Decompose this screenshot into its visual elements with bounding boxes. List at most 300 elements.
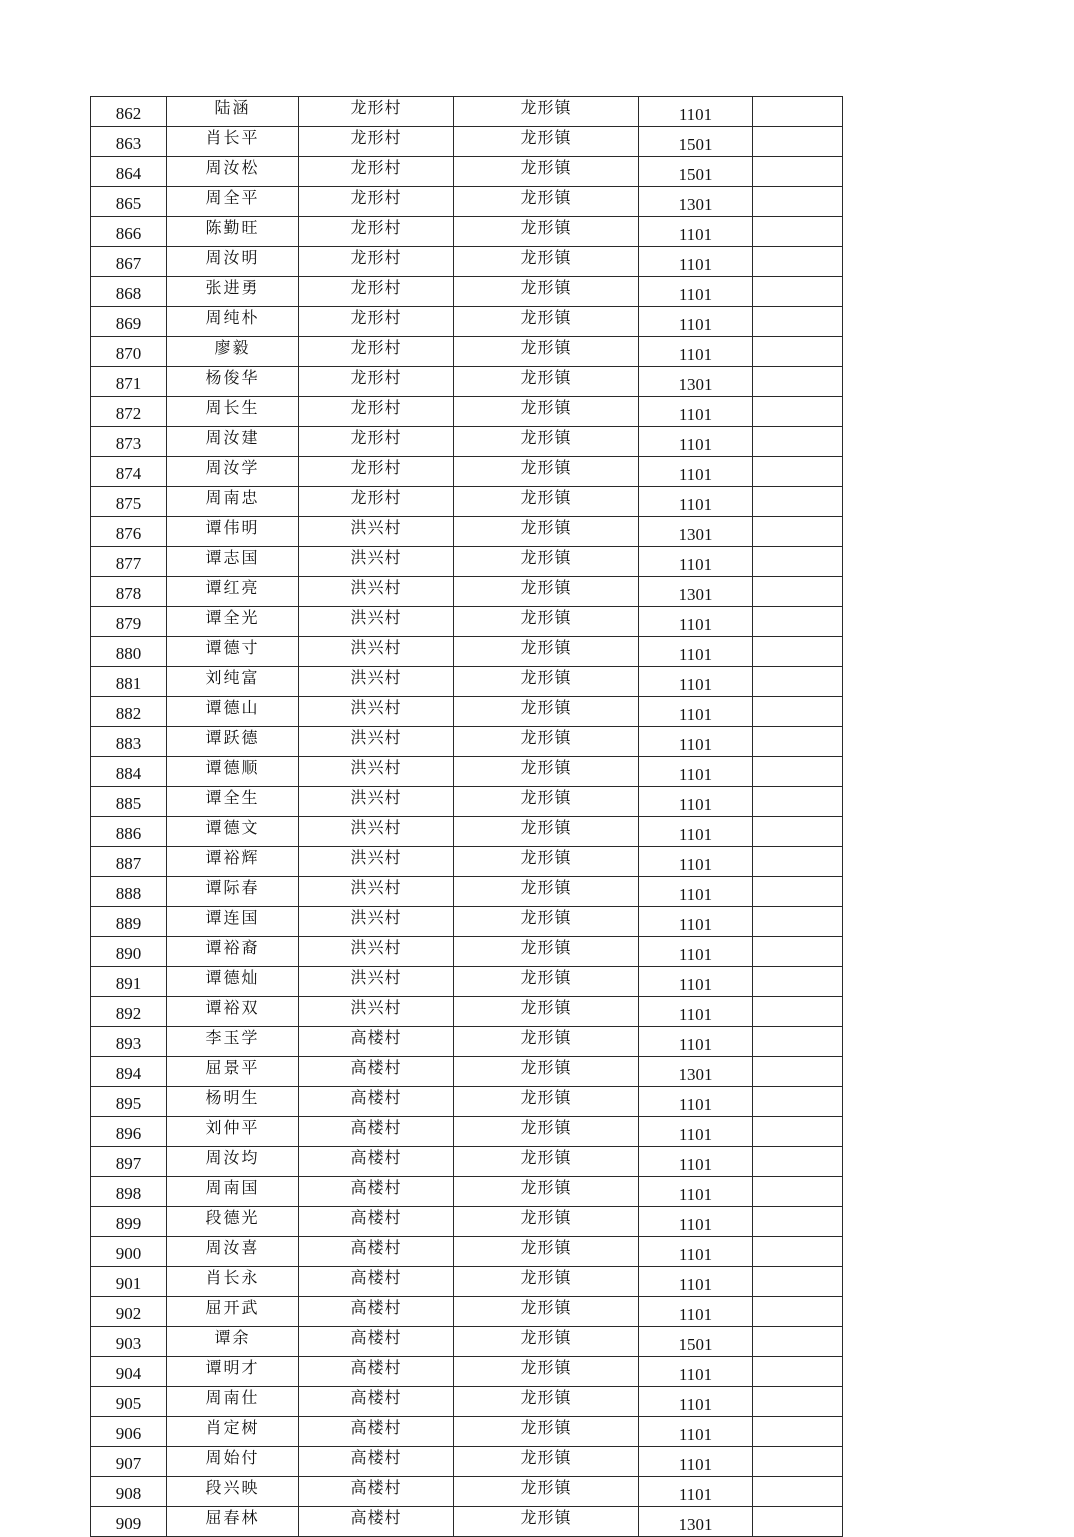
name-cell: 谭伟明 <box>167 517 299 547</box>
note-cell <box>753 1267 843 1297</box>
village-cell: 龙形村 <box>299 397 454 427</box>
table-row <box>91 97 843 127</box>
row-number-cell: 881 <box>91 667 167 697</box>
village-cell: 高楼村 <box>299 1297 454 1327</box>
code-cell: 1301 <box>639 517 753 547</box>
village-cell: 高楼村 <box>299 1327 454 1357</box>
town-cell: 龙形镇 <box>454 337 639 367</box>
name-cell: 谭全生 <box>167 787 299 817</box>
code-cell: 1101 <box>639 667 753 697</box>
code-cell: 1101 <box>639 847 753 877</box>
table-row <box>91 967 843 997</box>
town-cell: 龙形镇 <box>454 1087 639 1117</box>
note-cell <box>753 457 843 487</box>
name-cell: 李玉学 <box>167 1027 299 1057</box>
note-cell <box>753 877 843 907</box>
table-row <box>91 247 843 277</box>
table-row <box>91 1057 843 1087</box>
town-cell: 龙形镇 <box>454 1177 639 1207</box>
village-cell: 洪兴村 <box>299 637 454 667</box>
row-number-cell: 880 <box>91 637 167 667</box>
table-row <box>91 547 843 577</box>
row-number-cell: 862 <box>91 97 167 127</box>
village-cell: 洪兴村 <box>299 757 454 787</box>
table-row <box>91 787 843 817</box>
name-cell: 谭全光 <box>167 607 299 637</box>
table-row <box>91 337 843 367</box>
code-cell: 1101 <box>639 457 753 487</box>
code-cell: 1301 <box>639 367 753 397</box>
row-number-cell: 867 <box>91 247 167 277</box>
note-cell <box>753 577 843 607</box>
table-row <box>91 307 843 337</box>
village-cell: 高楼村 <box>299 1477 454 1507</box>
name-cell: 肖定树 <box>167 1417 299 1447</box>
row-number-cell: 890 <box>91 937 167 967</box>
town-cell: 龙形镇 <box>454 277 639 307</box>
code-cell: 1101 <box>639 607 753 637</box>
town-cell: 龙形镇 <box>454 907 639 937</box>
name-cell: 周南忠 <box>167 487 299 517</box>
village-cell: 洪兴村 <box>299 547 454 577</box>
table-row <box>91 607 843 637</box>
row-number-cell: 882 <box>91 697 167 727</box>
village-cell: 龙形村 <box>299 127 454 157</box>
row-number-cell: 871 <box>91 367 167 397</box>
row-number-cell: 897 <box>91 1147 167 1177</box>
code-cell: 1101 <box>639 97 753 127</box>
table-row <box>91 1087 843 1117</box>
note-cell <box>753 937 843 967</box>
name-cell: 刘仲平 <box>167 1117 299 1147</box>
note-cell <box>753 1087 843 1117</box>
note-cell <box>753 817 843 847</box>
note-cell <box>753 307 843 337</box>
town-cell: 龙形镇 <box>454 937 639 967</box>
town-cell: 龙形镇 <box>454 607 639 637</box>
village-cell: 洪兴村 <box>299 877 454 907</box>
table-row <box>91 1357 843 1387</box>
note-cell <box>753 547 843 577</box>
village-cell: 洪兴村 <box>299 907 454 937</box>
note-cell <box>753 127 843 157</box>
code-cell: 1101 <box>639 1447 753 1477</box>
code-cell: 1101 <box>639 487 753 517</box>
row-number-cell: 874 <box>91 457 167 487</box>
town-cell: 龙形镇 <box>454 307 639 337</box>
name-cell: 谭志国 <box>167 547 299 577</box>
code-cell: 1101 <box>639 697 753 727</box>
note-cell <box>753 367 843 397</box>
note-cell <box>753 997 843 1027</box>
town-cell: 龙形镇 <box>454 847 639 877</box>
village-cell: 高楼村 <box>299 1237 454 1267</box>
table-row <box>91 877 843 907</box>
note-cell <box>753 337 843 367</box>
name-cell: 周南仕 <box>167 1387 299 1417</box>
name-cell: 屈春林 <box>167 1507 299 1537</box>
note-cell <box>753 1477 843 1507</box>
town-cell: 龙形镇 <box>454 97 639 127</box>
town-cell: 龙形镇 <box>454 247 639 277</box>
table-row <box>91 937 843 967</box>
note-cell <box>753 1057 843 1087</box>
table-row <box>91 1207 843 1237</box>
row-number-cell: 879 <box>91 607 167 637</box>
note-cell <box>753 1417 843 1447</box>
row-number-cell: 889 <box>91 907 167 937</box>
table-row <box>91 1117 843 1147</box>
row-number-cell: 877 <box>91 547 167 577</box>
row-number-cell: 863 <box>91 127 167 157</box>
code-cell: 1101 <box>639 1237 753 1267</box>
note-cell <box>753 967 843 997</box>
code-cell: 1101 <box>639 997 753 1027</box>
code-cell: 1301 <box>639 187 753 217</box>
note-cell <box>753 277 843 307</box>
town-cell: 龙形镇 <box>454 1387 639 1417</box>
town-cell: 龙形镇 <box>454 427 639 457</box>
table-row <box>91 367 843 397</box>
table-row <box>91 457 843 487</box>
code-cell: 1301 <box>639 1057 753 1087</box>
village-cell: 洪兴村 <box>299 697 454 727</box>
town-cell: 龙形镇 <box>454 1267 639 1297</box>
note-cell <box>753 1327 843 1357</box>
town-cell: 龙形镇 <box>454 817 639 847</box>
code-cell: 1101 <box>639 787 753 817</box>
row-number-cell: 905 <box>91 1387 167 1417</box>
table-row <box>91 487 843 517</box>
note-cell <box>753 1357 843 1387</box>
row-number-cell: 873 <box>91 427 167 457</box>
row-number-cell: 868 <box>91 277 167 307</box>
note-cell <box>753 487 843 517</box>
code-cell: 1101 <box>639 967 753 997</box>
row-number-cell: 898 <box>91 1177 167 1207</box>
village-cell: 龙形村 <box>299 247 454 277</box>
village-cell: 洪兴村 <box>299 817 454 847</box>
town-cell: 龙形镇 <box>454 1447 639 1477</box>
name-cell: 周汝均 <box>167 1147 299 1177</box>
note-cell <box>753 1027 843 1057</box>
name-cell: 谭裕双 <box>167 997 299 1027</box>
note-cell <box>753 247 843 277</box>
table-row <box>91 1177 843 1207</box>
note-cell <box>753 727 843 757</box>
name-cell: 谭德寸 <box>167 637 299 667</box>
name-cell: 屈开武 <box>167 1297 299 1327</box>
table-row <box>91 1027 843 1057</box>
row-number-cell: 894 <box>91 1057 167 1087</box>
code-cell: 1501 <box>639 157 753 187</box>
town-cell: 龙形镇 <box>454 367 639 397</box>
name-cell: 杨明生 <box>167 1087 299 1117</box>
town-cell: 龙形镇 <box>454 1147 639 1177</box>
table-row <box>91 427 843 457</box>
village-cell: 洪兴村 <box>299 517 454 547</box>
table-row <box>91 1447 843 1477</box>
row-number-cell: 866 <box>91 217 167 247</box>
town-cell: 龙形镇 <box>454 787 639 817</box>
code-cell: 1301 <box>639 1507 753 1537</box>
code-cell: 1101 <box>639 1297 753 1327</box>
name-cell: 周汝明 <box>167 247 299 277</box>
table-row <box>91 697 843 727</box>
town-cell: 龙形镇 <box>454 1297 639 1327</box>
town-cell: 龙形镇 <box>454 667 639 697</box>
code-cell: 1101 <box>639 1417 753 1447</box>
name-cell: 廖毅 <box>167 337 299 367</box>
note-cell <box>753 1237 843 1267</box>
table-row <box>91 217 843 247</box>
code-cell: 1101 <box>639 1357 753 1387</box>
table-row <box>91 1297 843 1327</box>
town-cell: 龙形镇 <box>454 1507 639 1537</box>
note-cell <box>753 217 843 247</box>
code-cell: 1101 <box>639 1207 753 1237</box>
row-number-cell: 908 <box>91 1477 167 1507</box>
town-cell: 龙形镇 <box>454 1357 639 1387</box>
village-cell: 高楼村 <box>299 1417 454 1447</box>
name-cell: 谭连国 <box>167 907 299 937</box>
town-cell: 龙形镇 <box>454 1477 639 1507</box>
row-number-cell: 864 <box>91 157 167 187</box>
table-row <box>91 277 843 307</box>
town-cell: 龙形镇 <box>454 397 639 427</box>
roster-table-body <box>91 97 843 1537</box>
note-cell <box>753 697 843 727</box>
note-cell <box>753 667 843 697</box>
note-cell <box>753 757 843 787</box>
row-number-cell: 901 <box>91 1267 167 1297</box>
code-cell: 1101 <box>639 397 753 427</box>
table-row <box>91 997 843 1027</box>
village-cell: 洪兴村 <box>299 667 454 697</box>
town-cell: 龙形镇 <box>454 967 639 997</box>
table-row <box>91 1267 843 1297</box>
village-cell: 龙形村 <box>299 337 454 367</box>
name-cell: 陆涵 <box>167 97 299 127</box>
row-number-cell: 884 <box>91 757 167 787</box>
row-number-cell: 907 <box>91 1447 167 1477</box>
name-cell: 肖长平 <box>167 127 299 157</box>
code-cell: 1101 <box>639 1477 753 1507</box>
row-number-cell: 902 <box>91 1297 167 1327</box>
name-cell: 谭德灿 <box>167 967 299 997</box>
table-row <box>91 847 843 877</box>
town-cell: 龙形镇 <box>454 1207 639 1237</box>
table-row <box>91 757 843 787</box>
town-cell: 龙形镇 <box>454 127 639 157</box>
code-cell: 1101 <box>639 757 753 787</box>
code-cell: 1101 <box>639 817 753 847</box>
village-cell: 高楼村 <box>299 1027 454 1057</box>
row-number-cell: 875 <box>91 487 167 517</box>
row-number-cell: 869 <box>91 307 167 337</box>
town-cell: 龙形镇 <box>454 997 639 1027</box>
table-row <box>91 1327 843 1357</box>
note-cell <box>753 517 843 547</box>
row-number-cell: 895 <box>91 1087 167 1117</box>
note-cell <box>753 157 843 187</box>
table-row <box>91 187 843 217</box>
table-row <box>91 1477 843 1507</box>
note-cell <box>753 1207 843 1237</box>
row-number-cell: 906 <box>91 1417 167 1447</box>
note-cell <box>753 427 843 457</box>
row-number-cell: 903 <box>91 1327 167 1357</box>
village-cell: 洪兴村 <box>299 787 454 817</box>
name-cell: 段兴映 <box>167 1477 299 1507</box>
village-cell: 龙形村 <box>299 97 454 127</box>
name-cell: 谭红亮 <box>167 577 299 607</box>
row-number-cell: 892 <box>91 997 167 1027</box>
name-cell: 周汝建 <box>167 427 299 457</box>
code-cell: 1101 <box>639 427 753 457</box>
row-number-cell: 887 <box>91 847 167 877</box>
village-cell: 高楼村 <box>299 1357 454 1387</box>
town-cell: 龙形镇 <box>454 577 639 607</box>
village-cell: 龙形村 <box>299 427 454 457</box>
note-cell <box>753 1387 843 1417</box>
table-row <box>91 637 843 667</box>
name-cell: 谭余 <box>167 1327 299 1357</box>
town-cell: 龙形镇 <box>454 1417 639 1447</box>
name-cell: 屈景平 <box>167 1057 299 1087</box>
town-cell: 龙形镇 <box>454 637 639 667</box>
code-cell: 1101 <box>639 937 753 967</box>
village-cell: 龙形村 <box>299 217 454 247</box>
note-cell <box>753 637 843 667</box>
name-cell: 周汝学 <box>167 457 299 487</box>
code-cell: 1101 <box>639 277 753 307</box>
town-cell: 龙形镇 <box>454 1057 639 1087</box>
code-cell: 1101 <box>639 217 753 247</box>
table-row <box>91 1387 843 1417</box>
row-number-cell: 885 <box>91 787 167 817</box>
village-cell: 高楼村 <box>299 1447 454 1477</box>
town-cell: 龙形镇 <box>454 1327 639 1357</box>
village-cell: 高楼村 <box>299 1147 454 1177</box>
name-cell: 段德光 <box>167 1207 299 1237</box>
row-number-cell: 904 <box>91 1357 167 1387</box>
village-cell: 龙形村 <box>299 307 454 337</box>
name-cell: 杨俊华 <box>167 367 299 397</box>
town-cell: 龙形镇 <box>454 697 639 727</box>
note-cell <box>753 97 843 127</box>
code-cell: 1101 <box>639 727 753 757</box>
village-cell: 龙形村 <box>299 277 454 307</box>
note-cell <box>753 847 843 877</box>
code-cell: 1101 <box>639 1267 753 1297</box>
row-number-cell: 896 <box>91 1117 167 1147</box>
name-cell: 谭裕裔 <box>167 937 299 967</box>
table-row <box>91 517 843 547</box>
note-cell <box>753 787 843 817</box>
note-cell <box>753 1447 843 1477</box>
village-cell: 洪兴村 <box>299 577 454 607</box>
village-cell: 龙形村 <box>299 187 454 217</box>
town-cell: 龙形镇 <box>454 877 639 907</box>
code-cell: 1101 <box>639 907 753 937</box>
code-cell: 1101 <box>639 877 753 907</box>
note-cell <box>753 1507 843 1537</box>
row-number-cell: 893 <box>91 1027 167 1057</box>
row-number-cell: 900 <box>91 1237 167 1267</box>
town-cell: 龙形镇 <box>454 187 639 217</box>
name-cell: 周汝喜 <box>167 1237 299 1267</box>
name-cell: 谭明才 <box>167 1357 299 1387</box>
table-row <box>91 1507 843 1537</box>
village-cell: 龙形村 <box>299 457 454 487</box>
town-cell: 龙形镇 <box>454 217 639 247</box>
note-cell <box>753 1177 843 1207</box>
town-cell: 龙形镇 <box>454 457 639 487</box>
village-cell: 高楼村 <box>299 1207 454 1237</box>
table-row <box>91 817 843 847</box>
name-cell: 周南国 <box>167 1177 299 1207</box>
row-number-cell: 888 <box>91 877 167 907</box>
note-cell <box>753 1147 843 1177</box>
row-number-cell: 891 <box>91 967 167 997</box>
row-number-cell: 886 <box>91 817 167 847</box>
village-cell: 龙形村 <box>299 157 454 187</box>
note-cell <box>753 1297 843 1327</box>
town-cell: 龙形镇 <box>454 157 639 187</box>
village-cell: 高楼村 <box>299 1267 454 1297</box>
code-cell: 1101 <box>639 1027 753 1057</box>
code-cell: 1101 <box>639 637 753 667</box>
table-row <box>91 157 843 187</box>
row-number-cell: 899 <box>91 1207 167 1237</box>
note-cell <box>753 397 843 427</box>
village-cell: 高楼村 <box>299 1177 454 1207</box>
name-cell: 谭跃德 <box>167 727 299 757</box>
name-cell: 周汝松 <box>167 157 299 187</box>
row-number-cell: 865 <box>91 187 167 217</box>
code-cell: 1101 <box>639 307 753 337</box>
village-cell: 洪兴村 <box>299 937 454 967</box>
village-cell: 洪兴村 <box>299 727 454 757</box>
name-cell: 张进勇 <box>167 277 299 307</box>
village-cell: 高楼村 <box>299 1387 454 1417</box>
town-cell: 龙形镇 <box>454 727 639 757</box>
row-number-cell: 878 <box>91 577 167 607</box>
row-number-cell: 876 <box>91 517 167 547</box>
table-row <box>91 1417 843 1447</box>
town-cell: 龙形镇 <box>454 1027 639 1057</box>
code-cell: 1101 <box>639 547 753 577</box>
name-cell: 谭德顺 <box>167 757 299 787</box>
town-cell: 龙形镇 <box>454 487 639 517</box>
row-number-cell: 909 <box>91 1507 167 1537</box>
table-row <box>91 127 843 157</box>
name-cell: 周纯朴 <box>167 307 299 337</box>
name-cell: 谭裕辉 <box>167 847 299 877</box>
code-cell: 1501 <box>639 1327 753 1357</box>
name-cell: 周长生 <box>167 397 299 427</box>
village-cell: 龙形村 <box>299 487 454 517</box>
village-cell: 龙形村 <box>299 367 454 397</box>
row-number-cell: 883 <box>91 727 167 757</box>
name-cell: 谭德山 <box>167 697 299 727</box>
name-cell: 周全平 <box>167 187 299 217</box>
village-cell: 洪兴村 <box>299 847 454 877</box>
table-row <box>91 667 843 697</box>
code-cell: 1301 <box>639 577 753 607</box>
village-cell: 高楼村 <box>299 1507 454 1537</box>
